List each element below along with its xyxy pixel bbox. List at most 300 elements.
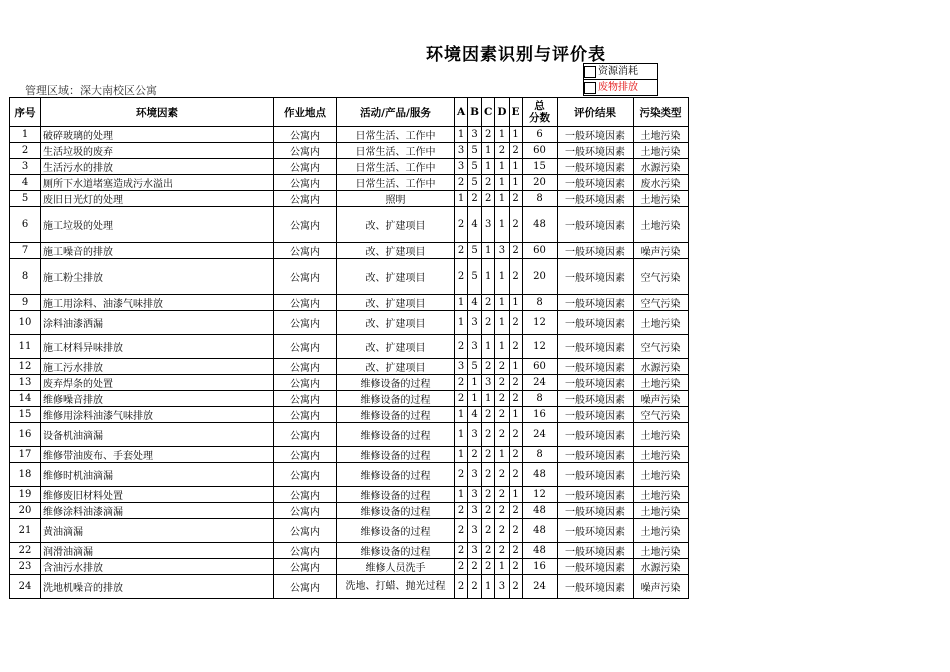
cell-loc: 公寓内: [274, 127, 337, 143]
cell-c: 2: [482, 311, 495, 335]
cell-factor: 维修噪音排放: [41, 391, 274, 407]
table-body: [10, 127, 689, 599]
cell-act: 维修设备的过程: [337, 423, 455, 447]
cell-a: 2: [455, 575, 468, 599]
cell-type: 土地污染: [633, 463, 688, 487]
cell-a: 1: [455, 127, 468, 143]
cell-type: 噪声污染: [633, 243, 688, 259]
cell-result: 一般环境因素: [557, 295, 633, 311]
cell-a: 2: [455, 543, 468, 559]
cell-no: 20: [10, 503, 41, 519]
cell-total: 20: [522, 259, 557, 295]
cell-a: 2: [455, 335, 468, 359]
cell-loc: 公寓内: [274, 407, 337, 423]
cell-c: 1: [482, 143, 495, 159]
col-a-header: A: [455, 98, 468, 127]
cell-result: 一般环境因素: [557, 519, 633, 543]
cell-type: 土地污染: [633, 503, 688, 519]
col-e-header: E: [509, 98, 522, 127]
cell-c: 2: [482, 359, 495, 375]
cell-result: 一般环境因素: [557, 463, 633, 487]
col-result-header: 评价结果: [557, 98, 633, 127]
cell-c: 2: [482, 519, 495, 543]
cell-d: 1: [495, 207, 509, 243]
table-row: [10, 207, 689, 243]
evaluation-table: [9, 97, 689, 599]
col-b-header: B: [468, 98, 482, 127]
cell-e: 2: [509, 463, 522, 487]
cell-c: 2: [482, 175, 495, 191]
cell-no: 14: [10, 391, 41, 407]
col-no-header: 序号: [10, 98, 41, 127]
cell-d: 1: [495, 311, 509, 335]
cell-d: 1: [495, 191, 509, 207]
cell-loc: 公寓内: [274, 503, 337, 519]
cell-d: 2: [495, 543, 509, 559]
cell-result: 一般环境因素: [557, 575, 633, 599]
cell-result: 一般环境因素: [557, 359, 633, 375]
legend-item-waste: [583, 79, 658, 96]
cell-act: 照明: [337, 191, 455, 207]
cell-e: 1: [509, 359, 522, 375]
cell-c: 2: [482, 503, 495, 519]
cell-a: 1: [455, 295, 468, 311]
cell-factor: 生活污水的排放: [41, 159, 274, 175]
col-d-header: D: [495, 98, 509, 127]
page-title: 环境因素识别与评价表: [426, 45, 606, 65]
cell-b: 2: [468, 191, 482, 207]
cell-result: 一般环境因素: [557, 423, 633, 447]
cell-c: 3: [482, 207, 495, 243]
table-row: [10, 311, 689, 335]
cell-type: 土地污染: [633, 127, 688, 143]
cell-factor: 维修带油废布、手套处理: [41, 447, 274, 463]
cell-a: 2: [455, 463, 468, 487]
cell-act: 维修设备的过程: [337, 375, 455, 391]
cell-type: 土地污染: [633, 311, 688, 335]
cell-e: 2: [509, 259, 522, 295]
cell-d: 2: [495, 375, 509, 391]
cell-result: 一般环境因素: [557, 311, 633, 335]
cell-d: 2: [495, 407, 509, 423]
cell-type: 土地污染: [633, 143, 688, 159]
cell-e: 1: [509, 159, 522, 175]
cell-a: 1: [455, 423, 468, 447]
cell-factor: 洗地机噪音的排放: [41, 575, 274, 599]
cell-result: 一般环境因素: [557, 407, 633, 423]
cell-a: 1: [455, 311, 468, 335]
cell-loc: 公寓内: [274, 295, 337, 311]
cell-a: 2: [455, 391, 468, 407]
cell-total: 24: [522, 423, 557, 447]
cell-no: 18: [10, 463, 41, 487]
cell-c: 2: [482, 191, 495, 207]
cell-type: 土地污染: [633, 207, 688, 243]
cell-d: 2: [495, 463, 509, 487]
legend-label-resource: 资源消耗: [598, 66, 638, 77]
cell-factor: 维修用涂料油漆气味排放: [41, 407, 274, 423]
cell-a: 1: [455, 407, 468, 423]
cell-no: 8: [10, 259, 41, 295]
cell-b: 3: [468, 127, 482, 143]
cell-e: 2: [509, 335, 522, 359]
cell-act: 洗地、打蜡、抛光过程: [337, 575, 455, 599]
cell-loc: 公寓内: [274, 559, 337, 575]
cell-act: 日常生活、工作中: [337, 143, 455, 159]
cell-loc: 公寓内: [274, 519, 337, 543]
cell-no: 6: [10, 207, 41, 243]
cell-act: 维修设备的过程: [337, 543, 455, 559]
cell-a: 2: [455, 207, 468, 243]
cell-b: 3: [468, 519, 482, 543]
col-type-header: 污染类型: [633, 98, 688, 127]
cell-total: 12: [522, 311, 557, 335]
cell-a: 2: [455, 243, 468, 259]
cell-d: 1: [495, 295, 509, 311]
checkbox-icon[interactable]: [584, 66, 596, 78]
cell-no: 2: [10, 143, 41, 159]
cell-result: 一般环境因素: [557, 259, 633, 295]
cell-b: 5: [468, 143, 482, 159]
cell-loc: 公寓内: [274, 391, 337, 407]
cell-d: 1: [495, 159, 509, 175]
cell-total: 20: [522, 175, 557, 191]
cell-act: 改、扩建项目: [337, 295, 455, 311]
cell-result: 一般环境因素: [557, 543, 633, 559]
cell-total: 48: [522, 463, 557, 487]
cell-b: 5: [468, 359, 482, 375]
cell-result: 一般环境因素: [557, 143, 633, 159]
cell-c: 2: [482, 463, 495, 487]
cell-loc: 公寓内: [274, 423, 337, 447]
cell-b: 2: [468, 575, 482, 599]
col-total-header: 总 分数: [522, 98, 557, 127]
cell-factor: 施工材料异味排放: [41, 335, 274, 359]
cell-act: 改、扩建项目: [337, 259, 455, 295]
cell-total: 60: [522, 143, 557, 159]
cell-a: 3: [455, 143, 468, 159]
cell-type: 空气污染: [633, 407, 688, 423]
table-row: [10, 359, 689, 375]
cell-loc: 公寓内: [274, 311, 337, 335]
cell-result: 一般环境因素: [557, 175, 633, 191]
cell-no: 19: [10, 487, 41, 503]
table-row: [10, 243, 689, 259]
cell-d: 2: [495, 503, 509, 519]
cell-result: 一般环境因素: [557, 243, 633, 259]
cell-total: 24: [522, 575, 557, 599]
cell-type: 水源污染: [633, 159, 688, 175]
cell-e: 1: [509, 487, 522, 503]
cell-act: 维修设备的过程: [337, 447, 455, 463]
cell-c: 2: [482, 407, 495, 423]
cell-total: 15: [522, 159, 557, 175]
cell-d: 2: [495, 391, 509, 407]
cell-type: 空气污染: [633, 295, 688, 311]
table-row: [10, 503, 689, 519]
legend: [583, 63, 658, 96]
cell-loc: 公寓内: [274, 207, 337, 243]
cell-total: 48: [522, 519, 557, 543]
cell-loc: 公寓内: [274, 259, 337, 295]
cell-act: 改、扩建项目: [337, 335, 455, 359]
cell-total: 24: [522, 375, 557, 391]
cell-b: 3: [468, 311, 482, 335]
cell-d: 1: [495, 559, 509, 575]
cell-b: 3: [468, 543, 482, 559]
cell-e: 2: [509, 243, 522, 259]
cell-factor: 施工用涂料、油漆气味排放: [41, 295, 274, 311]
cell-type: 土地污染: [633, 447, 688, 463]
cell-d: 1: [495, 127, 509, 143]
cell-c: 2: [482, 559, 495, 575]
table-row: [10, 259, 689, 295]
cell-factor: 施工垃圾的处理: [41, 207, 274, 243]
cell-e: 2: [509, 575, 522, 599]
cell-type: 土地污染: [633, 375, 688, 391]
cell-d: 3: [495, 243, 509, 259]
cell-factor: 厕所下水道堵塞造成污水溢出: [41, 175, 274, 191]
cell-no: 11: [10, 335, 41, 359]
cell-c: 1: [482, 259, 495, 295]
cell-factor: 维修涂料油漆滴漏: [41, 503, 274, 519]
cell-factor: 施工粉尘排放: [41, 259, 274, 295]
cell-no: 13: [10, 375, 41, 391]
legend-label-waste: 废物排放: [598, 82, 638, 93]
cell-no: 23: [10, 559, 41, 575]
cell-e: 2: [509, 375, 522, 391]
cell-total: 16: [522, 407, 557, 423]
table-row: [10, 375, 689, 391]
cell-c: 1: [482, 243, 495, 259]
cell-a: 2: [455, 519, 468, 543]
cell-b: 3: [468, 335, 482, 359]
cell-result: 一般环境因素: [557, 159, 633, 175]
cell-c: 3: [482, 375, 495, 391]
cell-type: 水源污染: [633, 559, 688, 575]
cell-b: 2: [468, 447, 482, 463]
cell-no: 3: [10, 159, 41, 175]
cell-no: 15: [10, 407, 41, 423]
table-row: [10, 423, 689, 447]
cell-total: 60: [522, 243, 557, 259]
cell-d: 1: [495, 335, 509, 359]
table-row: [10, 519, 689, 543]
table-row: [10, 575, 689, 599]
cell-b: 5: [468, 259, 482, 295]
cell-act: 改、扩建项目: [337, 311, 455, 335]
cell-e: 2: [509, 447, 522, 463]
cell-a: 1: [455, 487, 468, 503]
cell-e: 2: [509, 503, 522, 519]
col-factor-header: 环境因素: [41, 98, 274, 127]
table-row: [10, 407, 689, 423]
cell-e: 1: [509, 295, 522, 311]
cell-d: 2: [495, 359, 509, 375]
cell-type: 噪声污染: [633, 391, 688, 407]
cell-factor: 施工污水排放: [41, 359, 274, 375]
cell-e: 1: [509, 407, 522, 423]
cell-b: 4: [468, 295, 482, 311]
cell-result: 一般环境因素: [557, 191, 633, 207]
cell-d: 1: [495, 259, 509, 295]
cell-factor: 维修时机油滴漏: [41, 463, 274, 487]
table-row: [10, 487, 689, 503]
cell-no: 16: [10, 423, 41, 447]
cell-a: 2: [455, 375, 468, 391]
cell-c: 2: [482, 543, 495, 559]
cell-result: 一般环境因素: [557, 487, 633, 503]
cell-act: 维修设备的过程: [337, 487, 455, 503]
cell-a: 3: [455, 159, 468, 175]
cell-factor: 设备机油滴漏: [41, 423, 274, 447]
cell-total: 12: [522, 487, 557, 503]
cell-no: 7: [10, 243, 41, 259]
cell-type: 噪声污染: [633, 575, 688, 599]
cell-total: 8: [522, 391, 557, 407]
cell-e: 1: [509, 175, 522, 191]
cell-type: 土地污染: [633, 487, 688, 503]
cell-b: 5: [468, 159, 482, 175]
cell-d: 1: [495, 175, 509, 191]
cell-no: 22: [10, 543, 41, 559]
col-activity-header: 活动/产品/服务: [337, 98, 455, 127]
cell-result: 一般环境因素: [557, 375, 633, 391]
cell-total: 48: [522, 207, 557, 243]
cell-type: 废水污染: [633, 175, 688, 191]
cell-no: 10: [10, 311, 41, 335]
cell-total: 6: [522, 127, 557, 143]
cell-loc: 公寓内: [274, 575, 337, 599]
cell-b: 1: [468, 391, 482, 407]
cell-loc: 公寓内: [274, 159, 337, 175]
cell-no: 21: [10, 519, 41, 543]
cell-type: 空气污染: [633, 259, 688, 295]
cell-b: 1: [468, 375, 482, 391]
cell-e: 2: [509, 423, 522, 447]
cell-total: 12: [522, 335, 557, 359]
cell-loc: 公寓内: [274, 143, 337, 159]
cell-e: 2: [509, 191, 522, 207]
cell-b: 5: [468, 175, 482, 191]
cell-loc: 公寓内: [274, 375, 337, 391]
cell-type: 土地污染: [633, 519, 688, 543]
cell-type: 空气污染: [633, 335, 688, 359]
cell-result: 一般环境因素: [557, 335, 633, 359]
cell-act: 维修设备的过程: [337, 407, 455, 423]
table-row: [10, 391, 689, 407]
cell-act: 日常生活、工作中: [337, 159, 455, 175]
cell-type: 土地污染: [633, 423, 688, 447]
cell-factor: 润滑油滴漏: [41, 543, 274, 559]
table-row: [10, 295, 689, 311]
cell-factor: 生活垃圾的废弃: [41, 143, 274, 159]
cell-result: 一般环境因素: [557, 447, 633, 463]
cell-result: 一般环境因素: [557, 391, 633, 407]
cell-factor: 废旧日光灯的处理: [41, 191, 274, 207]
table-row: [10, 175, 689, 191]
cell-act: 改、扩建项目: [337, 243, 455, 259]
cell-c: 1: [482, 159, 495, 175]
cell-a: 2: [455, 175, 468, 191]
cell-factor: 含油污水排放: [41, 559, 274, 575]
cell-factor: 施工噪音的排放: [41, 243, 274, 259]
cell-c: 2: [482, 127, 495, 143]
cell-d: 3: [495, 575, 509, 599]
cell-d: 1: [495, 447, 509, 463]
table-row: [10, 143, 689, 159]
cell-d: 2: [495, 519, 509, 543]
cell-factor: 涂料油漆洒漏: [41, 311, 274, 335]
cell-b: 4: [468, 207, 482, 243]
table-row: [10, 463, 689, 487]
table-row: [10, 543, 689, 559]
cell-factor: 维修废旧材料处置: [41, 487, 274, 503]
cell-c: 2: [482, 447, 495, 463]
table-header-row: [10, 98, 689, 127]
cell-loc: 公寓内: [274, 447, 337, 463]
table-row: [10, 559, 689, 575]
table-row: [10, 335, 689, 359]
cell-total: 60: [522, 359, 557, 375]
cell-e: 2: [509, 143, 522, 159]
cell-a: 1: [455, 191, 468, 207]
cell-a: 2: [455, 259, 468, 295]
cell-loc: 公寓内: [274, 243, 337, 259]
cell-no: 1: [10, 127, 41, 143]
cell-e: 1: [509, 127, 522, 143]
cell-act: 维修设备的过程: [337, 391, 455, 407]
cell-result: 一般环境因素: [557, 559, 633, 575]
cell-no: 4: [10, 175, 41, 191]
cell-a: 2: [455, 503, 468, 519]
cell-factor: 废弃焊条的处置: [41, 375, 274, 391]
cell-no: 12: [10, 359, 41, 375]
cell-b: 3: [468, 503, 482, 519]
cell-type: 土地污染: [633, 191, 688, 207]
management-region: 管理区域：深大南校区公寓: [25, 84, 157, 97]
cell-loc: 公寓内: [274, 191, 337, 207]
cell-b: 3: [468, 423, 482, 447]
cell-e: 2: [509, 311, 522, 335]
cell-result: 一般环境因素: [557, 207, 633, 243]
cell-e: 2: [509, 207, 522, 243]
cell-result: 一般环境因素: [557, 127, 633, 143]
cell-b: 3: [468, 463, 482, 487]
cell-b: 3: [468, 487, 482, 503]
cell-act: 日常生活、工作中: [337, 127, 455, 143]
cell-loc: 公寓内: [274, 359, 337, 375]
cell-loc: 公寓内: [274, 463, 337, 487]
table-row: [10, 447, 689, 463]
checkbox-icon[interactable]: [584, 82, 596, 94]
cell-total: 16: [522, 559, 557, 575]
cell-act: 维修设备的过程: [337, 463, 455, 487]
cell-type: 土地污染: [633, 543, 688, 559]
cell-b: 5: [468, 243, 482, 259]
cell-total: 48: [522, 503, 557, 519]
cell-total: 48: [522, 543, 557, 559]
cell-e: 2: [509, 559, 522, 575]
cell-c: 2: [482, 487, 495, 503]
table-row: [10, 127, 689, 143]
cell-total: 8: [522, 295, 557, 311]
cell-no: 24: [10, 575, 41, 599]
cell-act: 改、扩建项目: [337, 359, 455, 375]
table-row: [10, 191, 689, 207]
cell-b: 4: [468, 407, 482, 423]
cell-d: 2: [495, 143, 509, 159]
